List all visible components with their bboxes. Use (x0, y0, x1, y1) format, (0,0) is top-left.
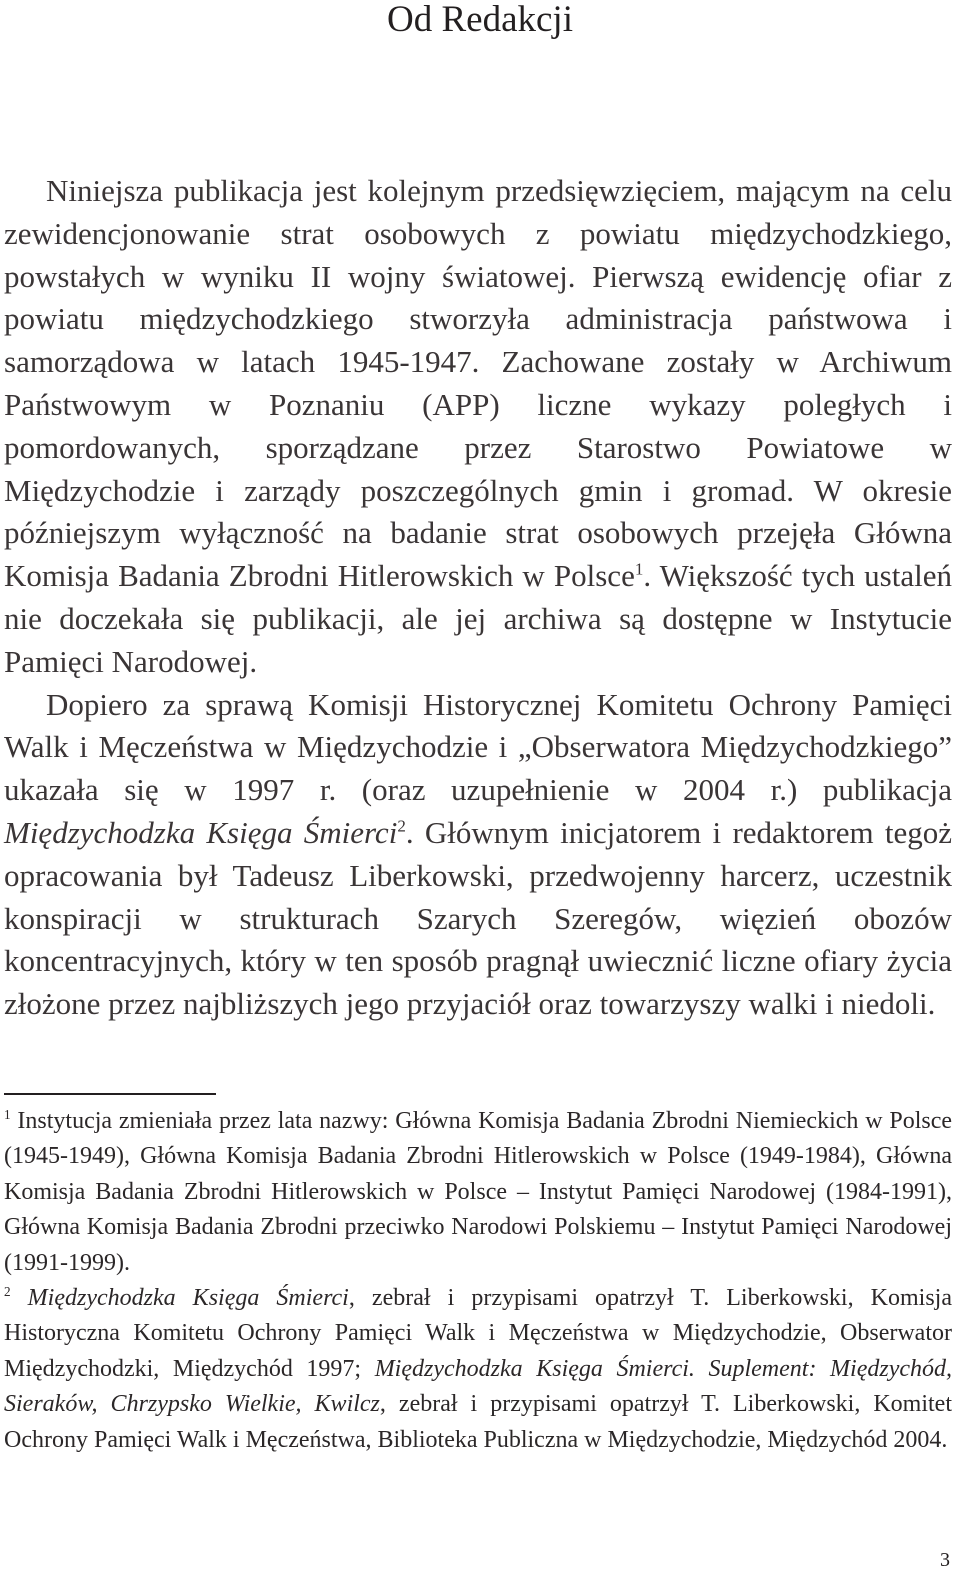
paragraph-2 (4, 684, 952, 1026)
footnote-ref-1: 1 (634, 559, 644, 579)
footnote-ref-2: 2 (397, 816, 406, 836)
footnote-1-number: 1 (4, 1107, 11, 1122)
page-title: Od Redakcji (387, 0, 573, 40)
paragraph-1-rest: . Większość tych ustaleń nie doczekała się publikacji, ale jej archiwa są dostępne w Instytucie Pamięci Narodowej. (4, 558, 952, 679)
footnote-2-title-2: Międzychodzka Księga Śmierci. Suplement: Międzychód, Sieraków, Chrzypsko Wielkie, Kwilcz (4, 1355, 952, 1418)
footnote-2-text-1: , zebrał i przypisami opatrzył T. Liberkowski, Komisja Historyczna Komitetu Ochrony Pamięci Walk i Męczeństwa w Międzychodzie, Obserwator Międzychodzki, Międzychód 1997; (4, 1285, 952, 1382)
paragraph-2-rest: . Głównym inicjatorem i redaktorem tegoż opracowania był Tadeusz Liberkowski, przedwojenny harcerz, uczestnik konspiracji w strukturach Szarych Szeregów, więzień obozów koncentracyjnych, który w ten sposób pragnął uwiecznić liczne ofiary życia złożone przez najbliższych jego przyjaciół oraz towarzyszy walki i niedoli. (4, 814, 952, 1022)
footnote-2-title-1: Międzychodzka Księga Śmierci (10, 1285, 349, 1312)
footnote-divider (4, 1093, 216, 1095)
book-title: Międzychodzka Księga Śmierci (4, 814, 398, 850)
footnote-1-text: Instytucja zmieniała przez lata nazwy: Główna Komisja Badania Zbrodni Niemieckich w Polsce (1945-1949), Główna Komisja Badania Zbrodni Hitlerowskich w Polsce (1949-1984), Główna Komisja Badania Zbrodni Hitlerowskich w Polsce – Instytut Pamięci Narodowej (1984-1991), Główna Komisja Badania Zbrodni przeciwko Narodowi Polskiemu – Instytut Pamięci Narodowej (1991-1999). (4, 1108, 952, 1276)
footnotes (4, 1104, 952, 1458)
footnote-2-number: 2 (4, 1284, 11, 1300)
paragraph-1-text: Niniejsza publikacja jest kolejnym przedsięwzięciem, mającym na celu zewidencjonowanie strat osobowych z powiatu międzychodzkiego, powstałych w wyniku II wojny światowej. Pierwszą ewidencję ofiar z powiatu międzychodzkiego stworzyła administracja państwowa i samorządowa w latach 1945-1947. Zachowane zostały w Archiwum Państwowym w Poznaniu (APP) liczne wykazy poległych i pomordowanych, sporządzane przez Starostwo Powiatowe w Międzychodzie i zarządy poszczególnych gmin i gromad. W okresie późniejszym wyłączność na badanie strat osobowych przejęła Główna Komisja Badania Zbrodni Hitlerowskich w Polsce (4, 173, 952, 594)
paragraph-2-text: Dopiero za sprawą Komisji Historycznej Komitetu Ochrony Pamięci Walk i Męczeństwa w Międzychodzie i „Obserwatora Międzychodzkiego” ukazała się w 1997 r. (oraz uzupełnienie w 2004 r.) publikacja (4, 686, 952, 808)
footnote-1 (4, 1104, 952, 1281)
footnote-2 (4, 1281, 952, 1458)
paragraph-1 (4, 170, 952, 684)
main-text (4, 170, 952, 1026)
page-number: 3 (940, 1549, 950, 1571)
footnote-2-text-2: , zebrał i przypisami opatrzył T. Liberkowski, Komitet Ochrony Pamięci Walk i Męczeństwa, Biblioteka Publiczna w Międzychodzie, Międzychód 2004. (4, 1391, 952, 1453)
